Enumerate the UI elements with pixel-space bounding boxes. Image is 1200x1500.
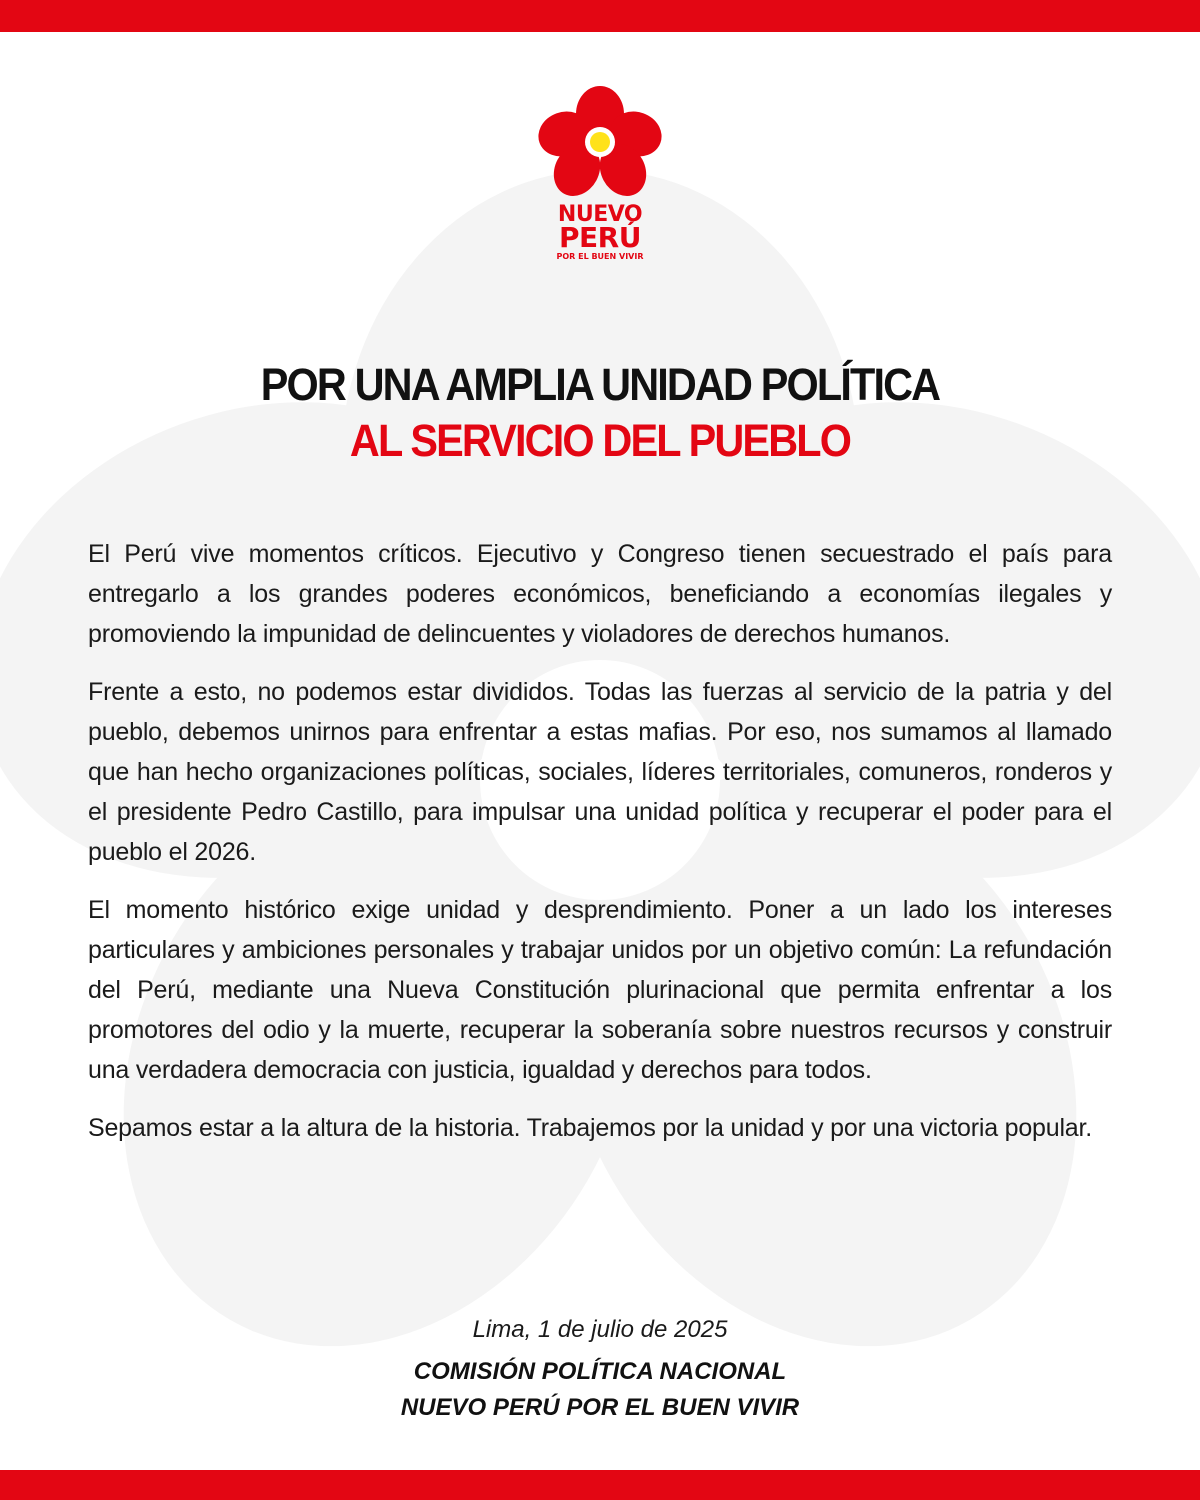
place-date: Lima, 1 de julio de 2025	[472, 1316, 728, 1343]
paragraph-2: Frente a esto, no podemos estar divididos. Todas las fuerzas al servicio de la patria y del pueblo, debemos unirnos para enfrentar a estas mafias. Por eso, nos sumamos al llamado que han hecho organizaciones políticas, sociales, líderes territoriales, comuneros, ronderos y el presidente Pedro Castillo, para impulsar una unidad política y recuperar el poder para el pueblo el 2026.	[88, 678, 1112, 866]
logo-text-peru: PERÚ	[559, 221, 641, 254]
bottom-red-bar	[0, 1470, 1200, 1500]
nuevo-peru-logo	[520, 84, 680, 274]
paragraph-4: Sepamos estar a la altura de la historia. Trabajemos por la unidad y por una victoria popular.	[88, 1114, 1093, 1142]
page-title	[0, 357, 1200, 469]
logo-tagline: POR EL BUEN VIVIR	[556, 252, 644, 261]
title-line-2: AL SERVICIO DEL PUEBLO	[349, 415, 851, 466]
signature-line-2: NUEVO PERÚ POR EL BUEN VIVIR	[400, 1394, 800, 1421]
paragraph-1: El Perú vive momentos críticos. Ejecutivo y Congreso tienen secuestrado el país para entregarlo a los grandes poderes económicos, beneficiando a economías ilegales y promoviendo la impunidad de delincuentes y violadores de derechos humanos.	[88, 540, 1112, 648]
closing-block	[0, 1312, 1200, 1426]
title-line-1: POR UNA AMPLIA UNIDAD POLÍTICA	[260, 359, 940, 410]
flower-logo-icon	[520, 84, 680, 202]
signature-line-1: COMISIÓN POLÍTICA NACIONAL	[413, 1358, 787, 1385]
logo-text-nuevo: NUEVO	[557, 202, 643, 227]
statement-body	[88, 534, 1112, 1166]
paragraph-3: El momento histórico exige unidad y desprendimiento. Poner a un lado los intereses particulares y ambiciones personales y trabajar unidos por un objetivo común: La refundación del Perú, mediante una Nueva Constitución plurinacional que permita enfrentar a los promotores del odio y la muerte, recuperar la soberanía sobre nuestros recursos y construir una verdadera democracia con justicia, igualdad y derechos para todos.	[88, 896, 1112, 1084]
